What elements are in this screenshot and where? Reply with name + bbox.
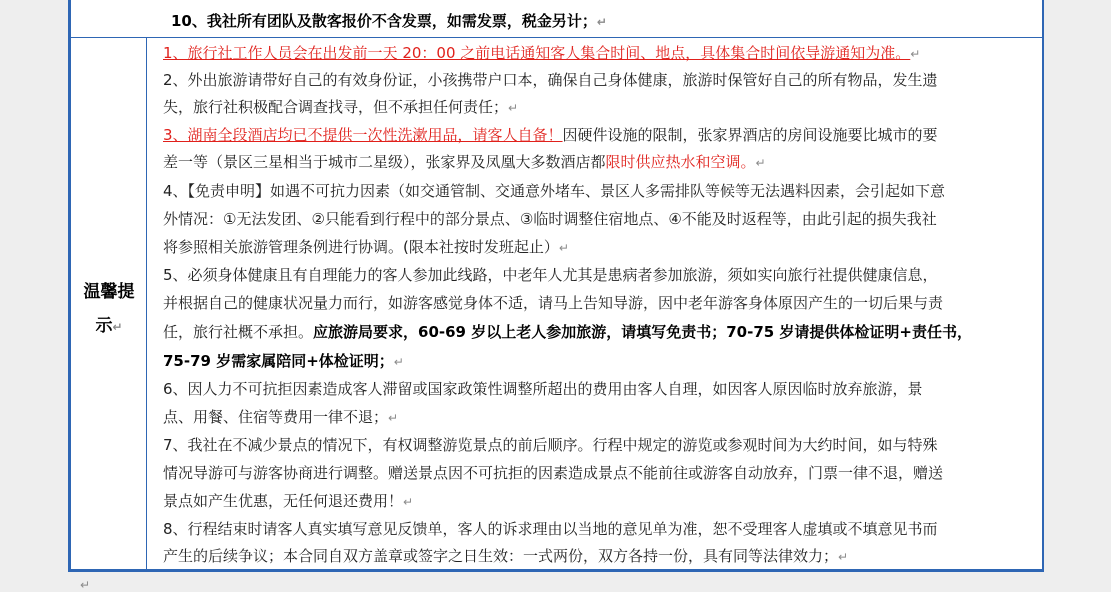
tip-4-text-1: 4、【免责申明】如遇不可抗力因素（如交通管制、交通意外堵车、景区人多需排队等候等无法遇料因素，会引起如下意 [163, 182, 946, 200]
tip-7-line-1 [163, 435, 938, 455]
tip-3-line-2 [163, 152, 766, 173]
paragraph-mark: ↵ [393, 355, 404, 369]
tip-6-line-2 [163, 407, 398, 428]
tip-4-line-3 [163, 237, 569, 258]
tip-2-line-1 [163, 70, 938, 90]
paragraph-mark: ↵ [508, 101, 519, 115]
tip-4-line-2 [163, 209, 937, 229]
tip-7-line-3 [163, 491, 413, 512]
tip-3-text-1: 因硬件设施的限制，张家界酒店的房间设施要比城市的要 [562, 126, 938, 144]
tip-4-line-1 [163, 181, 945, 201]
tip-5-text-1: 5、必须身体健康且有自理能力的客人参加此线路，中老年人尤其是患病者参加旅游，须如实向旅行社提供健康信息， [163, 266, 938, 284]
tip-6-text-1: 6、因人力不可抗拒因素造成客人滞留或国家政策性调整所超出的费用由客人自理，如因客人原因临时放弃旅游，景 [163, 380, 923, 398]
tip-5-line-2 [163, 293, 943, 313]
tip-5-text-2: 并根据自己的健康状况量力而行，如游客感觉身体不适，请马上告知导游，因中老年游客身体原因产生的一切后果与责 [163, 294, 944, 312]
tip-7-line-2 [163, 463, 943, 483]
tip-3-line-1 [163, 125, 938, 145]
trailing-paragraph-mark: ↵ [80, 578, 91, 592]
tips-cell [147, 37, 1042, 569]
table-row-invoice [71, 0, 1042, 38]
tip-3-highlight: 3、湖南全段酒店均已不提供一次性洗漱用品，请客人自备！ [163, 126, 563, 144]
tip-2-text-2: 失，旅行社积极配合调查找寻，但不承担任何责任； [163, 98, 509, 116]
tip-5-bold-2: 75-79 岁需家属陪同+体检证明； [163, 352, 394, 370]
section-label-line1: 温馨提 [83, 282, 135, 302]
tip-7-text-3: 景点如产生优惠，无任何退还费用！ [163, 492, 404, 510]
tip-7-text-1: 7、我社在不减少景点的情况下，有权调整游览景点的前后顺序。行程中规定的游览或参观时间为大约时间，如与特殊 [163, 436, 938, 454]
tip-8-text-1: 8、行程结束时请客人真实填写意见反馈单，客人的诉求理由以当地的意见单为准，恕不受理客人虚填或不填意见书而 [163, 520, 938, 538]
tip-6-text-2: 点、用餐、住宿等费用一律不退； [163, 408, 389, 426]
tip-5-line-4 [163, 351, 404, 372]
paragraph-mark: ↵ [403, 495, 414, 509]
invoice-note [171, 10, 607, 31]
tip-1 [163, 43, 920, 64]
tip-5-bold-1: 应旅游局要求，60-69 岁以上老人参加旅游，请填写免责书；70-75 岁请提供体检证明+责任书， [313, 323, 972, 341]
tip-6-line-1 [163, 379, 923, 399]
label-cell [71, 37, 147, 569]
tip-8-text-2: 产生的后续争议；本合同自双方盖章或签字之日生效：一式两份，双方各持一份，具有同等法律效力； [163, 547, 839, 565]
paragraph-mark: ↵ [838, 550, 849, 564]
tip-1-text: 1、旅行社工作人员会在出发前一天 20：00 之前电话通知客人集合时间、地点，具体集合时间依导游通知为准。 [163, 44, 911, 62]
tip-3-highlight-2: 限时供应热水和空调。 [605, 153, 756, 171]
tip-5-line-1 [163, 265, 938, 285]
tip-4-text-3: 将参照相关旅游管理条例进行协调。(限本社按时发班起止） [163, 238, 559, 256]
paragraph-mark: ↵ [558, 241, 569, 255]
tip-8-line-1 [163, 519, 938, 539]
tip-2-text-1: 2、外出旅游请带好自己的有效身份证，小孩携带户口本，确保自己身体健康，旅游时保管好自己的所有物品，发生遗 [163, 71, 938, 89]
tip-3-text-2: 差一等（景区三星相当于城市二星级），张家界及凤凰大多数酒店都 [163, 153, 606, 171]
tip-5-line-3 [163, 322, 972, 342]
section-label [74, 275, 144, 344]
document-table [68, 0, 1044, 572]
paragraph-mark: ↵ [112, 320, 123, 334]
tip-8-line-2 [163, 546, 848, 567]
section-label-line2: 示 [95, 316, 113, 336]
tip-5-text-3: 任，旅行社概不承担。 [163, 323, 314, 341]
invoice-note-text: 10、我社所有团队及散客报价不含发票，如需发票，税金另计； [171, 12, 597, 30]
paragraph-mark: ↵ [755, 156, 766, 170]
paragraph-mark: ↵ [596, 15, 607, 29]
tip-4-text-2: 外情况：①无法发团、②只能看到行程中的部分景点、③临时调整住宿地点、④不能及时返程等，由此引起的损失我社 [163, 210, 937, 228]
paragraph-mark: ↵ [388, 411, 399, 425]
tip-7-text-2: 情况导游可与游客协商进行调整。赠送景点因不可抗拒的因素造成景点不能前往或游客自动放弃，门票一律不退，赠送 [163, 464, 944, 482]
page-margin [0, 0, 68, 592]
tip-2-line-2 [163, 97, 518, 118]
paragraph-mark: ↵ [910, 47, 921, 61]
